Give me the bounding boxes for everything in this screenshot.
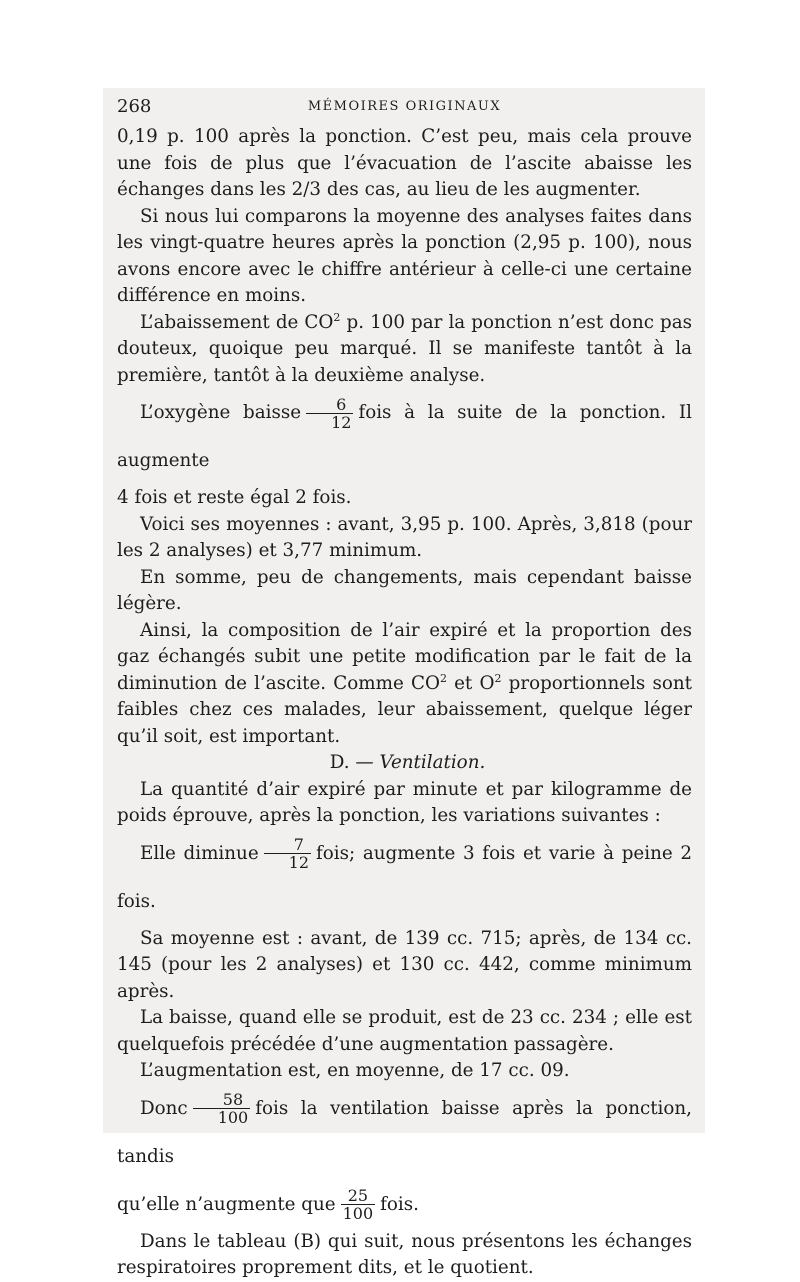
paragraph: L’abaissement de $CO^2$ p. 100 par la ponction n’est donc pas douteux, quoique peu marqué. Il se manifeste tantôt à la première, tantôt à la deuxième analyse. (117, 310, 693, 386)
fraction: $\frac{6}{12}$ (306, 396, 353, 431)
section-heading: D. — Ventilation. (329, 752, 486, 773)
paragraph: Donc $\frac{58}{100}$ fois la ventilation baisse après la ponction, tandis (117, 1090, 692, 1167)
running-head: MÉMOIRES ORIGINAUX (307, 99, 502, 114)
paragraph: Elle diminue $\frac{7}{12}$ fois; augmente 3 fois et varie à peine 2 fois. (117, 835, 692, 912)
fraction: $\frac{58}{100}$ (193, 1091, 251, 1126)
paragraph: Sa moyenne est : avant, de 139 cc. 715; après, de 134 cc. 145 (pour les 2 analyses) et 130 cc. 442, comme minimum après. (117, 927, 692, 1002)
paragraph: En somme, peu de changements, mais cependant baisse légère. (117, 566, 692, 614)
body-text (117, 124, 692, 1282)
paragraph: La baisse, quand elle se produit, est de 23 cc. 234 ; elle est quelquefois précédée d’une augmentation passagère. (117, 1007, 692, 1055)
paragraph: L’augmentation est, en moyenne, de 17 cc. 09. (140, 1060, 570, 1081)
fraction: $\frac{25}{100}$ (342, 1186, 374, 1223)
paragraph: 0,19 p. 100 après la ponction. C’est peu, mais cela prouve une fois de plus que l’évacuation de l’ascite abaisse les échanges dans les 2/3 des cas, au lieu de les augmenter. (117, 126, 692, 200)
page-number: 268 (117, 96, 152, 117)
paragraph: La quantité d’air expiré par minute et par kilogramme de poids éprouve, après la ponction, les variations suivantes : (117, 778, 692, 826)
paragraph: L’oxygène baisse $\frac{6}{12}$ fois à la suite de la ponction. Il augmente (117, 394, 692, 471)
paragraph: 4 fois et reste égal 2 fois. (117, 487, 352, 508)
page-header (117, 96, 692, 122)
paragraph: Si nous lui comparons la moyenne des analyses faites dans les vingt-quatre heures après la ponction (2,95 p. 100), nous avons encore avec le chiffre antérieur à celle-ci une certaine différence en moins. (117, 205, 692, 306)
paragraph: qu’elle n’augmente que $\frac{25}{100}$ fois. (117, 1186, 419, 1223)
paragraph: Voici ses moyennes : avant, 3,95 p. 100. Après, 3,818 (pour les 2 analyses) et 3,77 minimum. (117, 513, 692, 561)
paragraph: Dans le tableau (B) qui suit, nous présentons les échanges respiratoires proprement dits, et le quotient. (117, 1230, 692, 1278)
fraction: $\frac{7}{12}$ (264, 836, 311, 871)
paragraph: Ainsi, la composition de l’air expiré et la proportion des gaz échangés subit une petite modification par le fait de la diminution de l’ascite. Comme $CO^2$ et $O^2$ proportionnels sont faibles chez ces malades, leur abaissement, quelque léger qu’il soit, est important. (117, 619, 692, 747)
